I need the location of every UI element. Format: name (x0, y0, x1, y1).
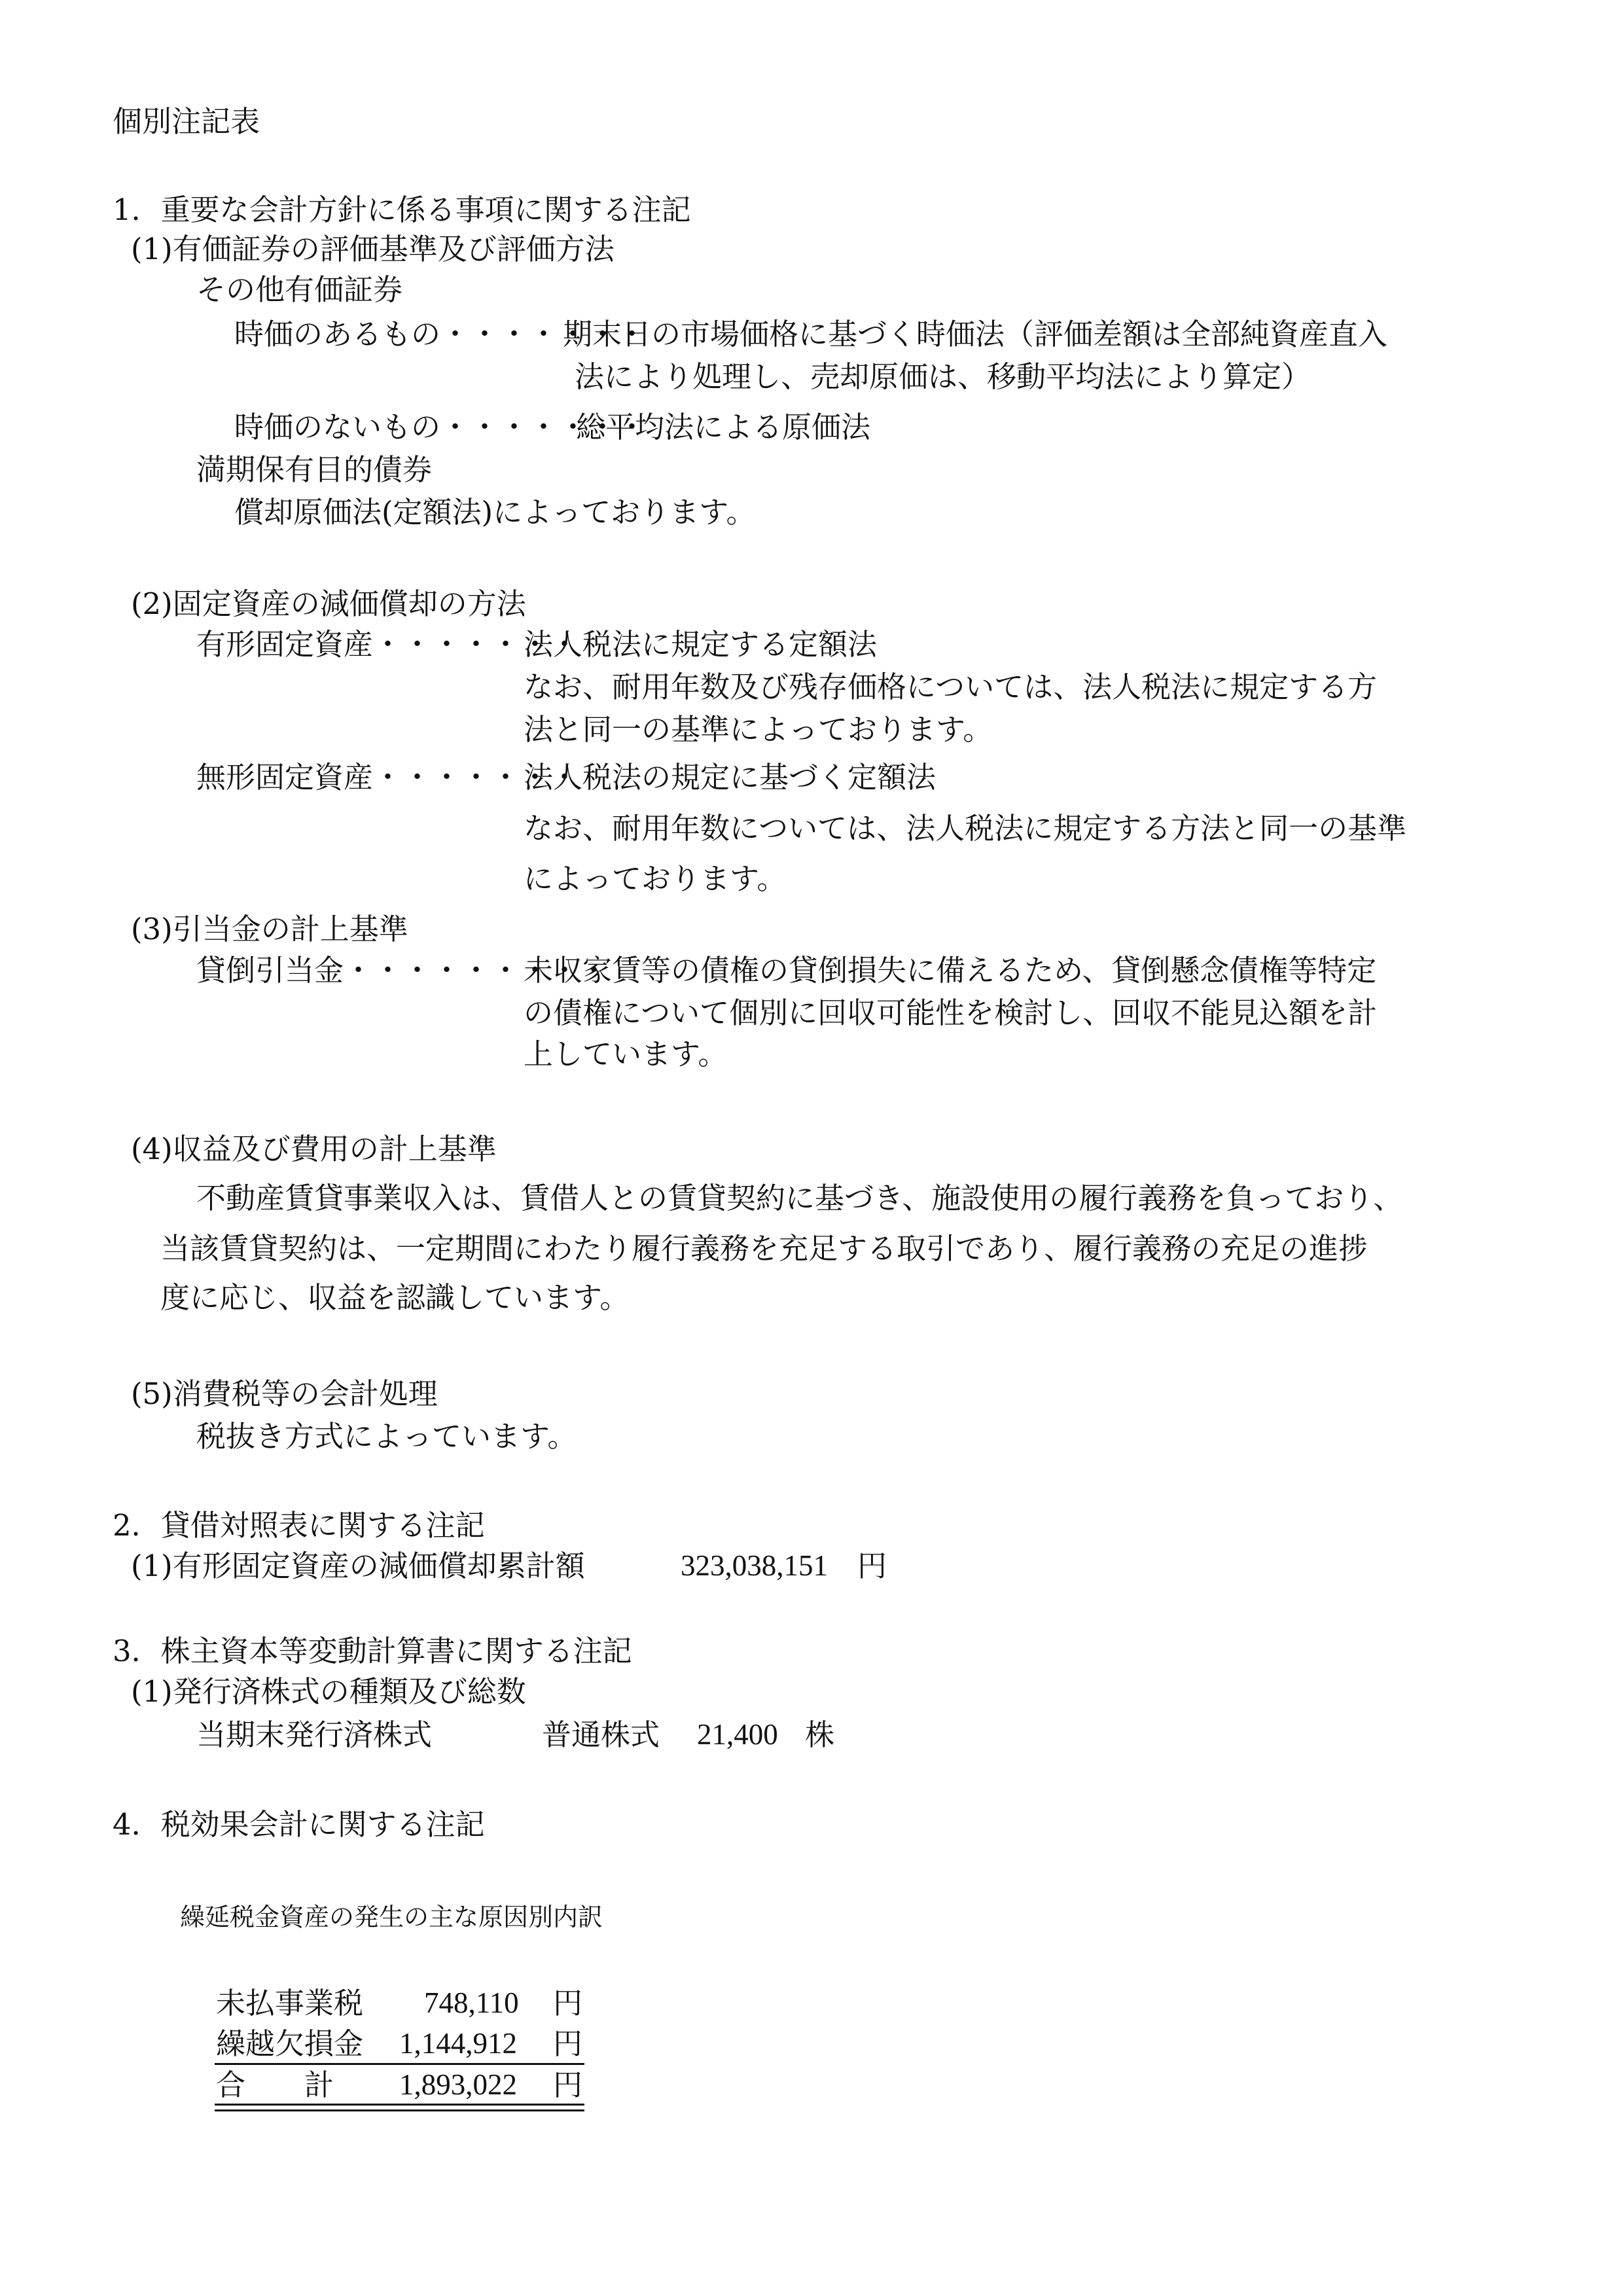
s1-p2-tangible-text-3: 法と同一の基準によっております。 (524, 712, 993, 747)
s1-p3-heading: (3)引当金の計上基準 (131, 912, 408, 946)
s1-p2-intangible-text-1: 法人税法の規定に基づく定額法 (524, 760, 936, 795)
s1-p3-allowance-label: 貸倒引当金・・・・・・・・・ (196, 953, 609, 988)
s1-p3-allowance-text-3: 上しています。 (524, 1037, 728, 1071)
s4-subheading: 繰延税金資産の発生の主な原因別内訳 (180, 1903, 603, 1931)
s1-p1-market-text-2: 法により処理し、売却原価は、移動平均法により算定） (575, 359, 1311, 394)
s1-p2-intangible-label: 無形固定資産・・・・・・・ (196, 760, 580, 795)
s1-p4-text-2: 当該賃貸契約は、一定期間にわたり履行義務を充足する取引であり、履行義務の充足の進捗 (160, 1231, 1368, 1266)
tax-row-1-value: 748,110 (424, 1986, 519, 2019)
s2-item-value: 323,038,151 (681, 1549, 828, 1582)
tax-total-unit: 円 (553, 2068, 583, 2102)
s1-p3-allowance-text-1: 未収家賃等の債権の貸倒損失に備えるため、貸倒懸念債権等特定 (524, 953, 1377, 988)
s1-p5-heading: (5)消費税等の会計処理 (131, 1376, 438, 1411)
tax-row-2-unit: 円 (553, 2026, 583, 2061)
s1-p2-heading: (2)固定資産の減価償却の方法 (131, 586, 526, 621)
s2-item-unit: 円 (857, 1549, 887, 1583)
tax-row-2-value: 1,144,912 (399, 2027, 517, 2060)
s1-p5-text: 税抜き方式によっています。 (196, 1419, 577, 1454)
s1-p1-market-label: 時価のあるもの・・・・・・・ (234, 317, 647, 351)
s1-p1-market-text-1: 期末日の市場価格に基づく時価法（評価差額は全部純資産直入 (563, 317, 1388, 351)
s1-p1-nomarket-text: 総平均法による原価法 (576, 410, 871, 444)
s1-p2-tangible-text-2: なお、耐用年数及び残存価格については、法人税法に規定する方 (524, 670, 1378, 704)
s3-row-label: 当期末発行済株式 (196, 1717, 433, 1752)
s1-p1-nomarket-label: 時価のないもの・・・・・・・ (234, 410, 647, 444)
s1-p1-heading: (1)有価証券の評価基準及び評価方法 (131, 232, 615, 266)
s1-p2-tangible-text-1: 法人税法に規定する定額法 (524, 627, 878, 662)
tax-total-value: 1,893,022 (399, 2068, 517, 2101)
section-2-heading: 2．貸借対照表に関する注記 (113, 1508, 485, 1543)
tax-row-2-underline (215, 2063, 584, 2065)
s1-p3-allowance-text-2: の債権について個別に回収可能性を検討し、回収不能見込額を計 (524, 996, 1378, 1030)
tax-row-2-label: 繰越欠損金 (216, 2026, 364, 2061)
tax-total-double-underline (215, 2104, 584, 2111)
s1-p1-htm-label: 満期保有目的債券 (196, 452, 433, 487)
section-1-heading: 1．重要な会計方針に係る事項に関する注記 (113, 192, 691, 227)
tax-total-label: 合 計 (216, 2068, 334, 2102)
page-title: 個別注記表 (113, 104, 260, 139)
s1-p4-text-1: 不動産賃貸事業収入は、賃借人との賃貸契約に基づき、施設使用の履行義務を負っており、 (196, 1181, 1403, 1215)
s2-item-label: (1)有形固定資産の減価償却累計額 (131, 1549, 585, 1583)
s1-p2-intangible-text-3: によっております。 (524, 861, 787, 896)
s1-p4-heading: (4)収益及び費用の計上基準 (131, 1132, 497, 1166)
s3-item-heading: (1)発行済株式の種類及び総数 (131, 1674, 526, 1709)
s1-p4-text-3: 度に応じ、収益を認識しています。 (160, 1280, 630, 1315)
tax-row-1-label: 未払事業税 (216, 1986, 364, 2020)
tax-row-1-unit: 円 (553, 1986, 583, 2020)
s1-p2-tangible-label: 有形固定資産・・・・・・・ (196, 627, 580, 662)
s1-p1-htm-text: 償却原価法(定額法)によっております。 (234, 495, 756, 529)
section-3-heading: 3．株主資本等変動計算書に関する注記 (113, 1634, 632, 1668)
s3-row-unit: 株 (805, 1717, 835, 1752)
s3-row-value: 21,400 (697, 1718, 778, 1751)
s1-p1-other-securities: その他有価証券 (196, 272, 403, 307)
s3-row-type: 普通株式 (542, 1717, 660, 1752)
s1-p2-intangible-text-2: なお、耐用年数については、法人税法に規定する方法と同一の基準 (524, 811, 1407, 846)
section-4-heading: 4．税効果会計に関する注記 (113, 1807, 485, 1842)
